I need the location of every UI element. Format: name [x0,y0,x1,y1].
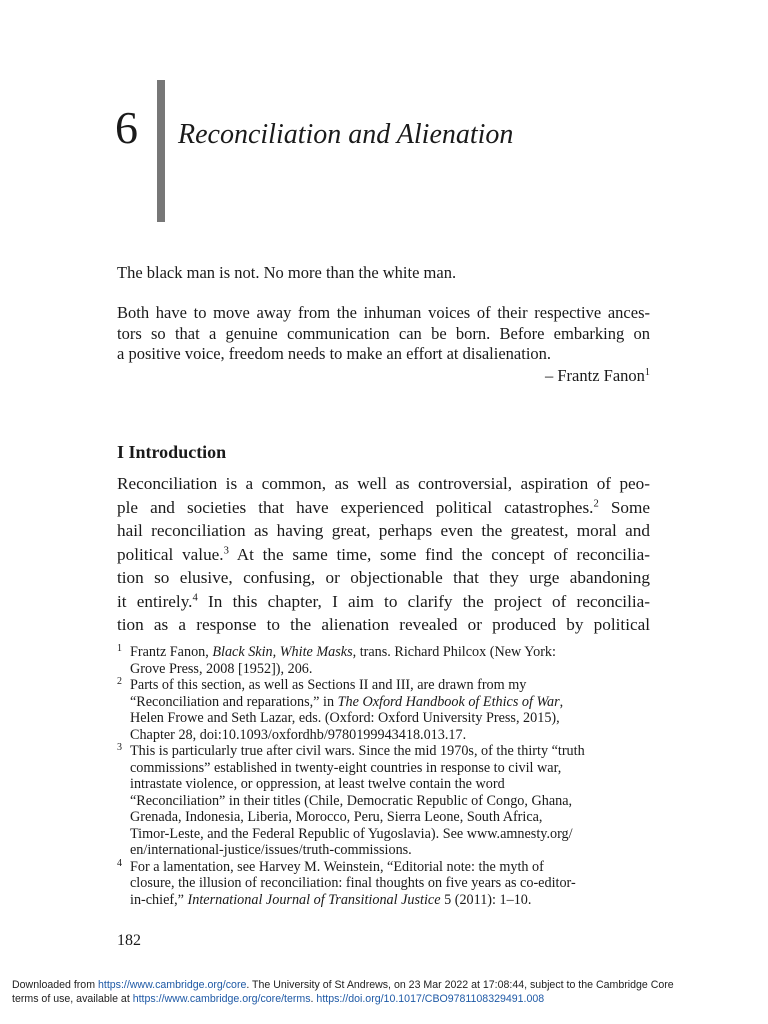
footer-text: Downloaded from [12,979,98,991]
footnote-ref[interactable]: 3 [223,545,229,557]
cambridge-core-link[interactable]: https://www.cambridge.org/core [97,979,247,991]
body-text [117,472,650,637]
footnote-line: Grenada, Indonesia, Liberia, Morocco, Peru, Sierra Leone, South Africa, [130,809,543,825]
footnote-ref[interactable]: 1 [644,366,650,378]
body-line [117,519,650,543]
footnote-line: This is particularly true after civil wars. Since the mid 1970s, of the thirty “truth [130,743,585,759]
footnote-line: Timor-Leste, and the Federal Republic of Yugoslavia). See www.amnesty.org/ [130,825,573,842]
body-line-text: tion so elusive, confusing, or objectionable that they urge abandoning [117,568,650,587]
footnote-number: 4 [117,857,122,869]
footnote-line: in-chief,” International Journal of Transitional Justice 5 (2011): 1–10. [130,891,532,908]
footnote-line: Grove Press, 2008 [1952]), 206. [130,660,313,677]
doi-link[interactable]: https://doi.org/10.1017/CBO9781108329491.008 [316,993,545,1005]
footnote [117,743,650,859]
epigraph-text-line: tors so that a genuine communication can be born. Before embarking on [117,323,650,343]
download-footer [12,978,762,1006]
footnote-number: 3 [117,742,122,753]
footnote-number: 1 [117,643,122,654]
body-line-text: ple and societies that have experienced political catastrophes. [117,497,594,517]
footnote-line: en/international-justice/issues/truth-commissions. [130,842,412,858]
epigraph-attribution [117,366,650,387]
footnote-line: “Reconciliation and reparations,” in The Oxford Handbook of Ethics of War, [130,693,564,710]
body-line-text: tion as a response to the alienation revealed or produced by political [117,615,650,634]
footnote-line: closure, the illusion of reconciliation: final thoughts on five years as co-editor- [130,875,576,891]
footnote-line: For a lamentation, see Harvey M. Weinstein, “Editorial note: the myth of [130,858,544,875]
chapter-title: Reconciliation and Alienation [178,119,514,150]
body-line [117,613,650,637]
body-line [117,496,650,520]
body-line-text: it entirely. [117,591,193,611]
footer-line-1 [12,978,762,992]
footnote-number: 2 [117,676,122,687]
epigraph-text-line: Both have to move away from the inhuman voices of their respective ances- [117,303,650,322]
footnote [117,644,650,677]
body-line-text: At the same time, some find the concept of reconcilia- [228,544,650,564]
body-line-text: political value. [117,544,224,564]
footer-text: terms of use, available at [12,993,133,1005]
footnote-line: Helen Frowe and Seth Lazar, eds. (Oxford: Oxford University Press, 2015), [130,710,560,726]
epigraph-text-line: a positive voice, freedom needs to make an effort at disalienation. [117,344,552,363]
footnote-line: intrastate violence, or oppression, at least twelve contain the word [130,776,505,792]
body-line-text: Reconciliation is a common, as well as controversial, aspiration of peo- [117,474,650,493]
chapter-number: 6 [115,102,138,153]
footer-text: . [310,993,317,1005]
body-line [117,566,650,590]
body-line-text: In this chapter, I aim to clarify the project of reconcilia- [197,591,650,611]
body-line [117,543,650,567]
footnotes [117,644,650,908]
footnote-line: Frantz Fanon, Black Skin, White Masks, trans. Richard Philcox (New York: [130,644,556,660]
footnote-line: Chapter 28, doi:10.1093/oxfordhb/9780199943418.013.17. [130,726,467,743]
page-number: 182 [117,932,141,949]
terms-link[interactable]: https://www.cambridge.org/core/terms [132,993,311,1005]
body-line [117,590,650,614]
footnote [117,859,650,909]
footnote-line: commissions” established in twenty-eight countries in response to civil war, [130,759,562,776]
chapter-divider-bar [157,80,165,222]
footnote-ref[interactable]: 2 [593,498,599,510]
footnote-line: “Reconciliation” in their titles (Chile, Democratic Republic of Congo, Ghana, [130,792,573,809]
footnote-ref[interactable]: 4 [192,592,198,604]
epigraph-line: The black man is not. No more than the white man. [117,263,457,282]
body-line [117,472,650,496]
footnote-line: Parts of this section, as well as Sections II and III, are drawn from my [130,677,527,693]
body-line-text: Some [598,497,651,517]
attribution-text: – Frantz Fanon [544,366,645,385]
footnote [117,677,650,743]
footer-line-2 [12,992,762,1006]
body-line-text: hail reconciliation as having great, perhaps even the greatest, moral and [117,521,650,540]
footer-text: . The University of St Andrews, on 23 Mar 2022 at 17:08:44, subject to the Cambridge Core [246,979,674,991]
epigraph-paragraph [117,303,650,365]
section-heading: I Introduction [117,442,227,462]
